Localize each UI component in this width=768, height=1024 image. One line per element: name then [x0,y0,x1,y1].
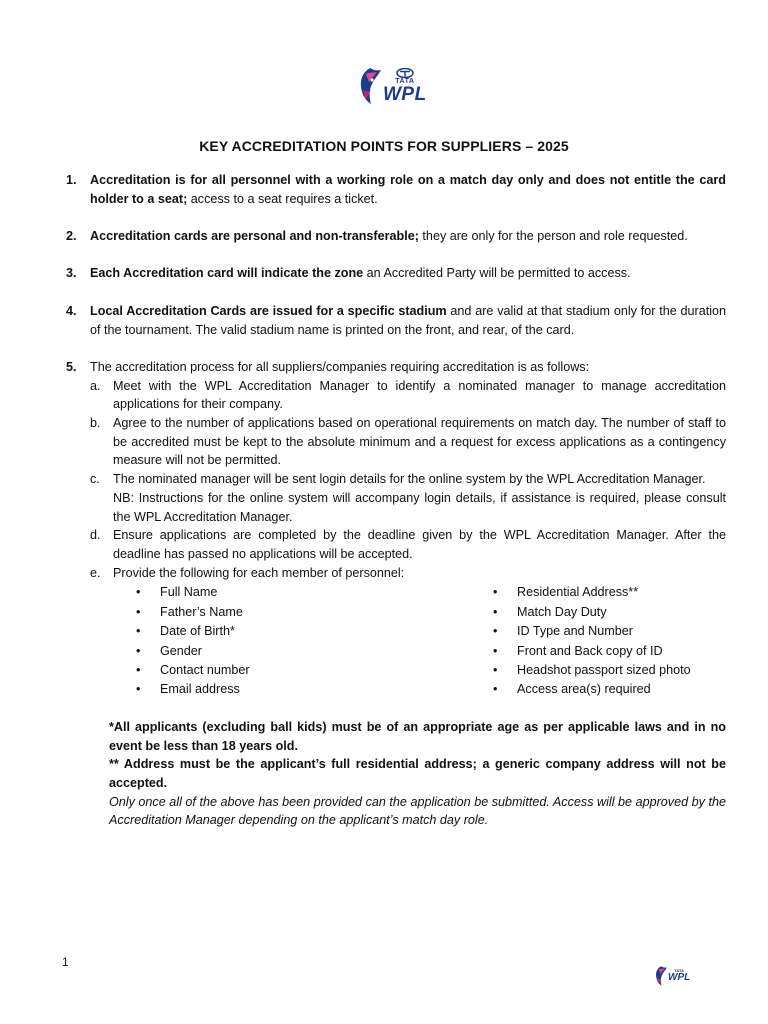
point-text: access to a seat requires a ticket. [187,191,378,206]
step-letter: a. [90,378,101,393]
bullet-icon: • [493,663,498,678]
step-letter: b. [90,416,101,431]
field-label: Headshot passport sized photo [517,663,691,678]
list-item [136,642,493,661]
bullet-icon: • [136,604,141,619]
point-number: 3. [66,266,77,281]
point-text: and are valid at that stadium only for the duration of the tournament. The valid stadium name is printed on the front, and rear, of the card. [90,303,726,337]
step-e [66,564,726,583]
list-item [493,661,723,680]
field-label: Residential Address** [517,585,639,600]
bullet-icon: • [136,624,141,639]
step-note: NB: Instructions for the online system will accompany login details, if assistance is required, please consult the WPL Accreditation Manager. [113,490,726,524]
point-number: 4. [66,303,77,318]
personnel-fields [66,583,726,699]
wpl-wordmark: WPL [668,972,691,983]
bullet-icon: • [493,682,498,697]
list-item [493,622,723,641]
point-1 [66,171,726,208]
step-a [66,377,726,414]
step-d [66,526,726,563]
fields-list-right [493,583,723,699]
field-label: Gender [160,643,203,658]
field-label: Full Name [160,585,218,600]
step-letter: c. [90,472,100,487]
list-item [136,680,493,699]
field-label: Date of Birth* [160,624,235,639]
list-item [493,603,723,622]
bullet-icon: • [493,643,498,658]
point-5-intro: The accreditation process for all suppliers/companies requiring accreditation is as follows: [90,359,590,374]
field-label: ID Type and Number [517,624,633,639]
step-letter: d. [90,528,101,543]
address-note: ** Address must be the applicant’s full residential address; a generic company address will not be accepted. [109,757,726,790]
tata-logo-icon [396,68,414,78]
point-number: 1. [66,173,77,187]
list-item [136,603,493,622]
tata-wordmark: TATA [395,78,415,85]
step-letter: e. [90,565,101,580]
document-body [66,171,726,830]
list-item [493,583,723,602]
bullet-icon: • [136,663,141,678]
age-note: *All applicants (excluding ball kids) must be of an appropriate age as per applicable laws and in no event be less than 18 years old. [109,719,726,753]
bullet-icon: • [136,585,141,600]
field-label: Access area(s) required [517,682,651,697]
list-item [136,661,493,680]
wpl-emblem-icon [357,66,383,106]
point-3 [66,264,726,283]
point-5 [66,358,726,377]
list-item [136,583,493,602]
step-text: Provide the following for each member of personnel: [113,565,405,580]
step-c [66,470,726,526]
page-title: KEY ACCREDITATION POINTS FOR SUPPLIERS – 2025 [199,138,569,154]
field-label: Father’s Name [160,604,243,619]
field-label: Front and Back copy of ID [517,643,663,658]
point-4 [66,302,726,339]
step-text: Ensure applications are completed by the deadline given by the WPL Accreditation Manager. After the deadline has passed no applications will be accepted. [113,528,726,561]
point-number: 5. [66,359,77,374]
wpl-wordmark: WPL [383,84,427,105]
fields-list-left [136,583,493,699]
point-bold-text: Accreditation is for all personnel with a working role on a match day only and does not entitle the card holder to a seat; [90,173,726,206]
point-number: 2. [66,229,77,244]
bullet-icon: • [136,682,141,697]
bullet-icon: • [493,604,498,619]
list-item [493,642,723,661]
wpl-emblem-icon [654,965,668,987]
point-2 [66,227,726,246]
footnotes [109,718,726,830]
point-bold-text: Each Accreditation card will indicate the zone [90,266,364,281]
bullet-icon: • [493,624,498,639]
step-text: Agree to the number of applications based on operational requirements on match day. The number of staff to be accredited must be kept to the absolute minimum and a request for excess applications as a contingency measure will not be permitted. [113,416,726,468]
tata-wordmark: TATA [674,968,684,973]
step-text: The nominated manager will be sent login details for the online system by the WPL Accreditation Manager. [113,472,706,487]
field-label: Match Day Duty [517,604,607,619]
wpl-logo-header [357,66,427,106]
step-text: Meet with the WPL Accreditation Manager to identify a nominated manager to manage accreditation applications for their company. [113,378,726,412]
list-item [136,622,493,641]
point-bold-text: Accreditation cards are personal and non-transferable; [90,229,419,244]
wpl-logo-footer [654,965,690,987]
point-text: an Accredited Party will be permitted to access. [363,266,631,281]
list-item [493,680,723,699]
step-b [66,414,726,470]
field-label: Email address [160,682,240,697]
bullet-icon: • [136,643,141,658]
approval-note: Only once all of the above has been provided can the application be submitted. Access will be approved by the Accreditation Manager depending on the applicant’s match day role. [109,794,726,828]
point-bold-text: Local Accreditation Cards are issued for a specific stadium [90,303,447,318]
bullet-icon: • [493,585,498,600]
field-label: Contact number [160,663,250,678]
page-number: 1 [62,955,69,969]
point-text: they are only for the person and role requested. [418,229,688,244]
